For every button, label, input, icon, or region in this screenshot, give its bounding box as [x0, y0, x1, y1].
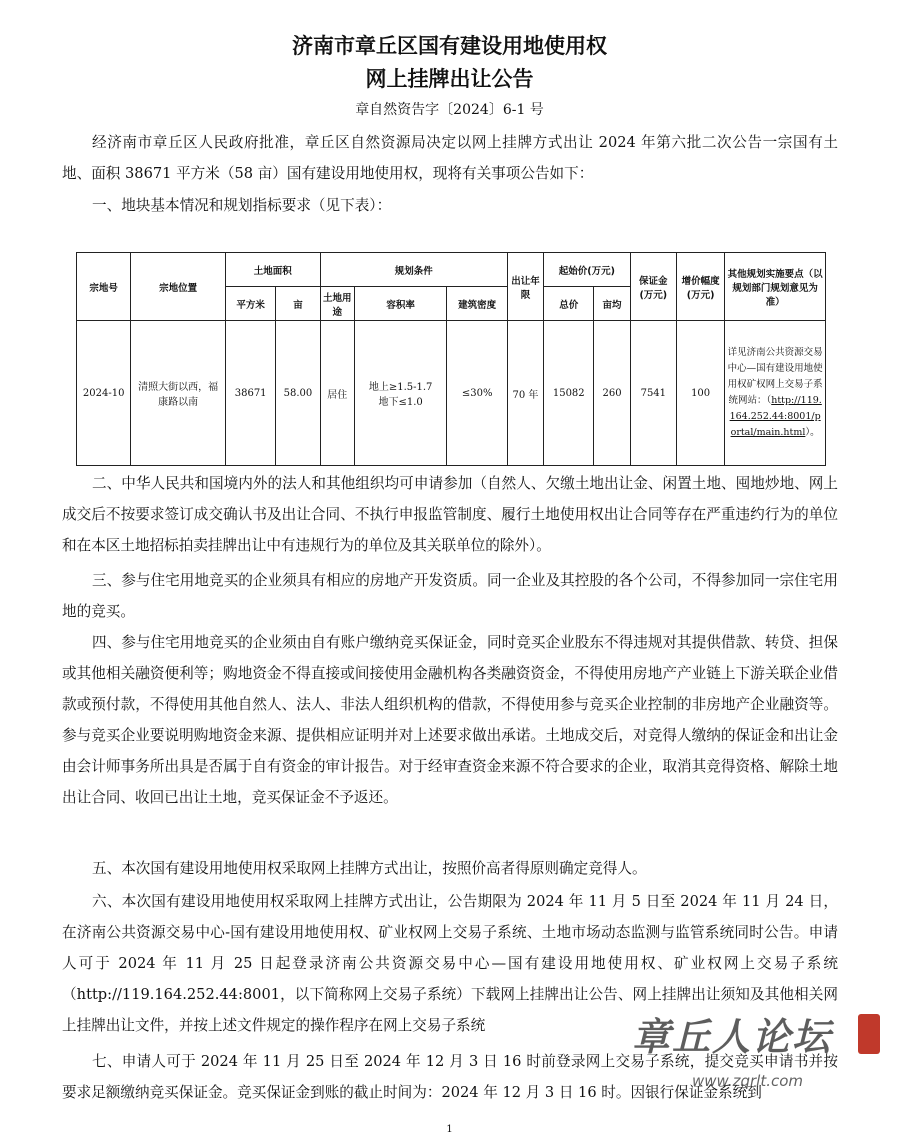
section-6: 六、本次国有建设用地使用权采取网上挂牌方式出让，公告期限为 2024 年 11 月 5 日至 2024 年 11 月 24 日，在济南公共资源交易中心-国有建设用地使用权、矿业权网上交易子系统、土地市场动态监测与监管系统同时公告。申请人可于 2024 年 11 月 25 日起登录济南公共资源交易中心—国有建设用地使用权、矿业权网上交易子系统（http://119.164.252.44:8001，以下简称网上交易子系统）下载网上挂牌出让公告、网上挂牌出让须知及其他相关网上挂牌出让文件，并按上述文件规定的操作程序在网上交易子系统 — [62, 893, 838, 1034]
table-row — [77, 321, 826, 466]
cell-density: ≤30% — [447, 321, 507, 466]
header-sqm: 平方米 — [225, 287, 275, 321]
cell-other — [725, 321, 826, 466]
header-deposit: 保证金(万元) — [630, 253, 676, 321]
header-total: 总价 — [544, 287, 594, 321]
seal-icon — [858, 1014, 880, 1054]
cell-far-above: 地上≥1.5-1.7 — [368, 382, 433, 393]
section-5: 五、本次国有建设用地使用权采取网上挂牌方式出让，按照价高者得原则确定竞得人。 — [92, 860, 647, 877]
header-term: 出让年限 — [507, 253, 543, 321]
section-2: 二、中华人民共和国境内外的法人和其他组织均可申请参加（自然人、欠缴土地出让金、闲置土地、囤地炒地、网上成交后不按要求签订成交确认书及出让合同、不执行申报监管制度、履行土地使用权出让合同等存在严重违约行为的单位和在本区土地招标拍卖挂牌出让中有违规行为的单位及其关联单位的除外）。 — [62, 475, 838, 554]
header-increment: 增价幅度(万元) — [676, 253, 724, 321]
header-planning: 规划条件 — [320, 253, 507, 287]
cell-far-below: 地下≤1.0 — [378, 397, 423, 408]
header-start-price: 起始价(万元) — [544, 253, 631, 287]
cell-total: 15082 — [544, 321, 594, 466]
title-line-2: 网上挂牌出让公告 — [365, 67, 534, 91]
header-land-area: 土地面积 — [225, 253, 320, 287]
watermark-text: 章丘人论坛 — [632, 1014, 833, 1059]
cell-land-use: 居住 — [320, 321, 354, 466]
cell-mu: 58.00 — [276, 321, 320, 466]
table-header-row — [77, 253, 826, 287]
cell-far — [354, 321, 447, 466]
cell-term: 70 年 — [507, 321, 543, 466]
cell-other-end: ）。 — [805, 427, 820, 438]
cell-per-mu: 260 — [594, 321, 630, 466]
section-4: 四、参与住宅用地竞买的企业须由自有账户缴纳竞买保证金，同时竞买企业股东不得违规对其提供借款、转贷、担保或其他相关融资便利等；购地资金不得直接或间接使用金融机构各类融资资金，不得使用房地产产业链上下游关联企业借款或预付款，不得使用其他自然人、法人、非法人组织机构的借款，不得使用参与竞买企业控制的非房地产企业融资等。参与竞买企业要说明购地资金来源、提供相应证明并对上述要求做出承诺。土地成交后，对竞得人缴纳的保证金和出让金由会计师事务所出具是否属于自有资金的审计报告。对于经审查资金来源不符合要求的企业，取消其竞得资格、解除土地出让合同、收回已出让土地，竞买保证金不予返还。 — [62, 634, 838, 806]
header-far: 容积率 — [354, 287, 447, 321]
cell-parcel-no: 2024-10 — [77, 321, 131, 466]
portal-link[interactable]: http://119.164.252.44:8001/portal/main.html — [729, 395, 822, 438]
cell-sqm: 38671 — [225, 321, 275, 466]
header-mu: 亩 — [276, 287, 320, 321]
cell-deposit: 7541 — [630, 321, 676, 466]
header-land-use: 土地用途 — [320, 287, 354, 321]
section-1-heading: 一、地块基本情况和规划指标要求（见下表）： — [92, 197, 392, 214]
land-parcel-table — [76, 252, 826, 466]
header-location: 宗地位置 — [131, 253, 226, 321]
header-other: 其他规划实施要点（以规划部门规划意见为准） — [725, 253, 826, 321]
section-7: 七、申请人可于 2024 年 11 月 25 日至 2024 年 12 月 3 日 16 时前登录网上交易子系统，提交竞买申请书并按要求足额缴纳竞买保证金。竞买保证金到账的截止时间为：2024 年 12 月 3 日 16 时。因银行保证金系统到 — [62, 1053, 838, 1101]
header-density: 建筑密度 — [447, 287, 507, 321]
watermark-url: www.zqrlt.com — [692, 1072, 804, 1090]
document-number: 章自然资告字〔2024〕6-1 号 — [355, 102, 544, 118]
cell-location: 清照大街以西，福康路以南 — [131, 321, 226, 466]
header-parcel-no: 宗地号 — [77, 253, 131, 321]
forum-watermark — [632, 1006, 882, 1116]
header-per-mu: 亩均 — [594, 287, 630, 321]
cell-increment: 100 — [676, 321, 724, 466]
page-number: 1 — [446, 1124, 453, 1135]
section-3: 三、参与住宅用地竞买的企业须具有相应的房地产开发资质。同一企业及其控股的各个公司，不得参加同一宗住宅用地的竞买。 — [62, 572, 838, 620]
title-line-1: 济南市章丘区国有建设用地使用权 — [292, 34, 607, 58]
intro-paragraph: 经济南市章丘区人民政府批准，章丘区自然资源局决定以网上挂牌方式出让 2024 年第六批二次公告一宗国有土地、面积 38671 平方米（58 亩）国有建设用地使用权，现将有关事项公告如下： — [62, 134, 838, 182]
cell-other-text: 详见济南公共资源交易中心—国有建设用地使用权矿权网上交易子系统网站：（ — [727, 347, 823, 406]
